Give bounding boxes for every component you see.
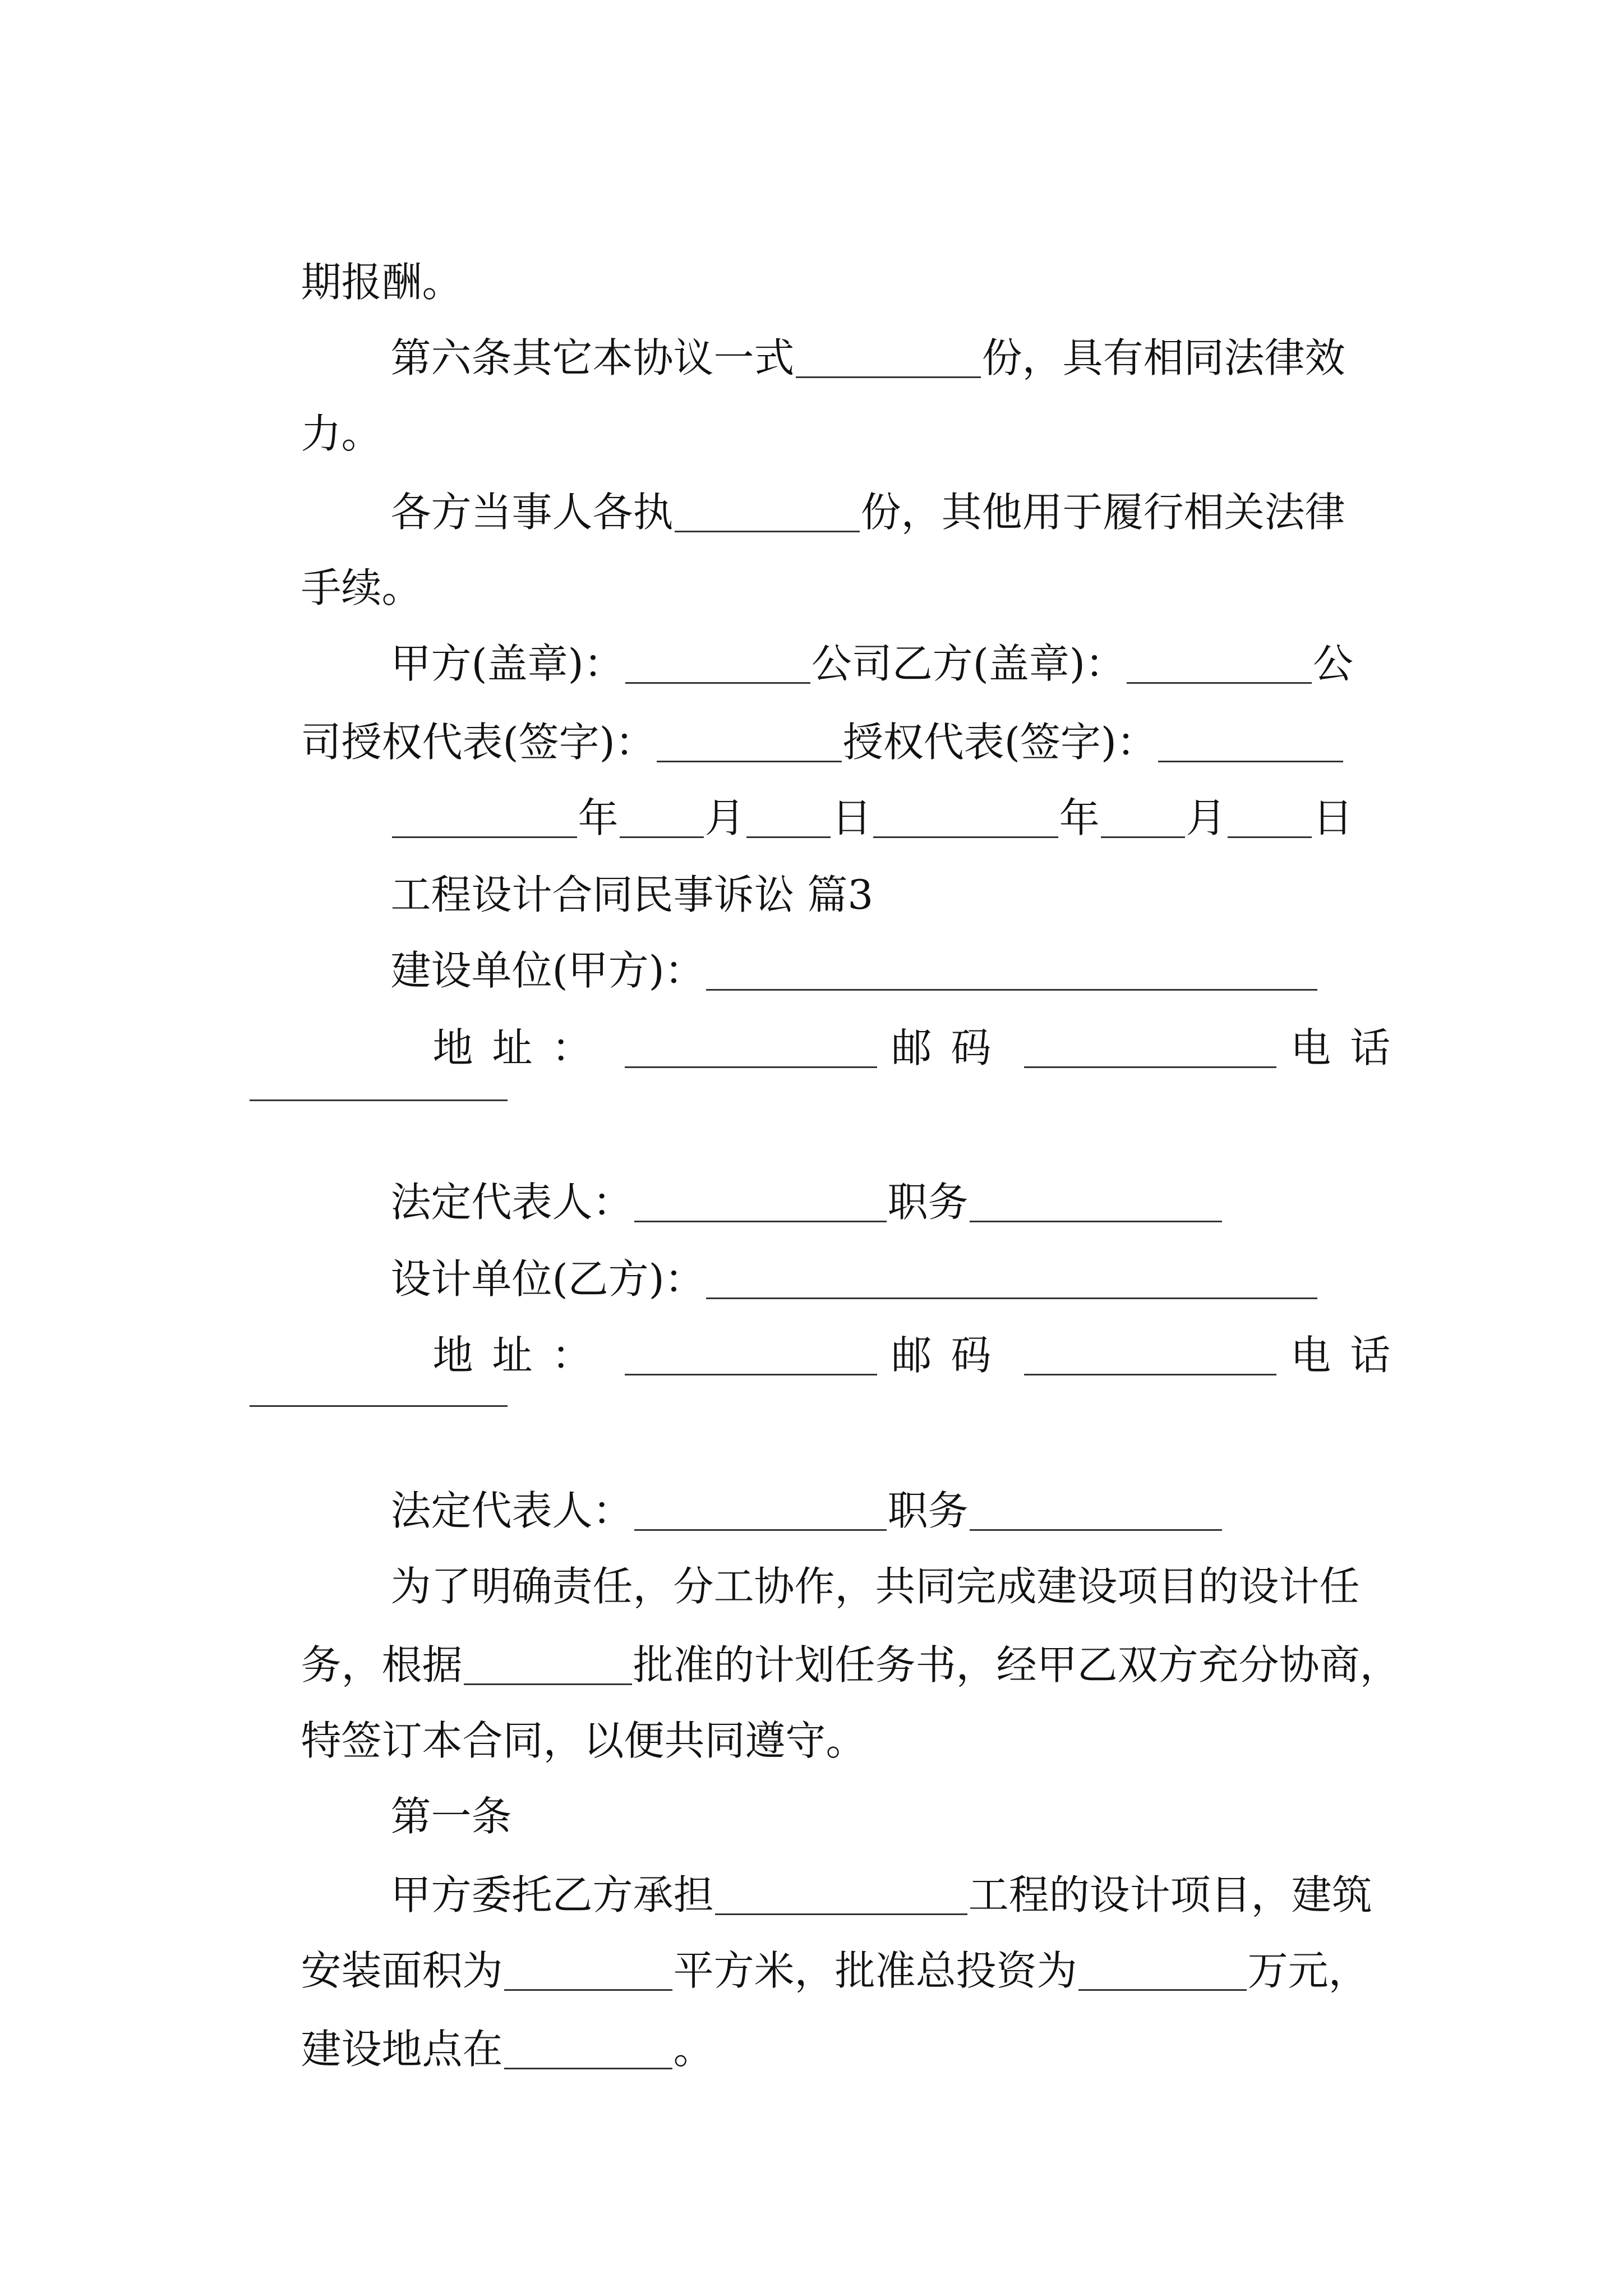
- month-blank[interactable]: [1101, 802, 1185, 838]
- text: 手续。: [301, 564, 422, 611]
- text-line: [250, 222, 463, 306]
- address-label: 地址：: [432, 1024, 611, 1071]
- text-line: [250, 1604, 1400, 1688]
- day-label: 日: [1312, 794, 1353, 841]
- text: 工程的设计项目，建筑: [968, 1871, 1372, 1918]
- text: 公: [1312, 640, 1353, 687]
- phone-blank[interactable]: [250, 1405, 508, 1407]
- text: 期报酬。: [301, 259, 463, 306]
- phone-blank[interactable]: [250, 1099, 508, 1101]
- text-line: [250, 1910, 1369, 1994]
- legal-rep-label: 法定代表人：: [390, 1487, 633, 1534]
- day-blank[interactable]: [1228, 802, 1312, 838]
- text-line: [250, 373, 382, 457]
- address-line: [381, 987, 1410, 1071]
- month-blank[interactable]: [620, 802, 704, 838]
- month-label: 月: [1186, 794, 1227, 841]
- text-line: [339, 297, 1345, 381]
- text-line: [250, 1680, 866, 1764]
- postcode-blank[interactable]: [1024, 1339, 1276, 1375]
- party-a-blank[interactable]: [706, 954, 1317, 991]
- text: 公司乙方(盖章)：: [811, 640, 1126, 687]
- position-blank[interactable]: [970, 1186, 1222, 1222]
- day-label: 日: [831, 794, 872, 841]
- text-line: [339, 1526, 1360, 1610]
- text-line: [339, 1142, 1223, 1226]
- text: 力。: [301, 410, 382, 457]
- text: 司授权代表(签字)：: [301, 719, 656, 766]
- fill-blank[interactable]: [1127, 647, 1312, 684]
- text: 甲方委托乙方承担: [390, 1871, 714, 1918]
- party-b-blank[interactable]: [706, 1263, 1317, 1299]
- text: 建设地点在: [301, 2026, 503, 2073]
- text: 安装面积为: [301, 1947, 503, 1994]
- heading-text: 工程设计合同民事诉讼 篇3: [390, 871, 874, 918]
- fill-blank[interactable]: [796, 342, 981, 378]
- text-line: [250, 1989, 714, 2073]
- phone-label: 电话: [1290, 1024, 1410, 1071]
- text-line: [339, 1834, 1372, 1918]
- year-label: 年: [578, 794, 619, 841]
- text: 务，根据: [301, 1641, 463, 1688]
- text-line: [339, 603, 1353, 687]
- text: 。: [673, 2026, 714, 2073]
- phone-label: 电话: [1290, 1332, 1410, 1379]
- text: 万元，: [1247, 1947, 1369, 1994]
- position-label: 职务: [887, 1487, 969, 1534]
- text-line: [250, 682, 1344, 766]
- text: 授权代表(签字)：: [842, 719, 1157, 766]
- postcode-blank[interactable]: [1024, 1032, 1276, 1068]
- year-blank[interactable]: [392, 802, 577, 838]
- party-b-label: 设计单位(乙方)：: [390, 1255, 705, 1303]
- text-line: [339, 1218, 1318, 1303]
- year-label: 年: [1059, 794, 1100, 841]
- party-a-label: 建设单位(甲方)：: [390, 947, 705, 994]
- legal-rep-label: 法定代表人：: [390, 1179, 633, 1226]
- postcode-label: 邮码: [891, 1332, 1011, 1379]
- text: 特签订本合同，以便共同遵守。: [301, 1717, 866, 1764]
- year-blank[interactable]: [873, 802, 1058, 838]
- day-blank[interactable]: [746, 802, 831, 838]
- text: 甲方(盖章)：: [390, 640, 624, 687]
- text: 份，其他用于履行相关法律: [860, 489, 1345, 536]
- address-label: 地址：: [432, 1332, 611, 1379]
- text: 份，具有相同法律效: [981, 334, 1345, 381]
- address-blank[interactable]: [625, 1032, 877, 1068]
- address-line: [381, 1295, 1410, 1379]
- article-heading: [339, 1756, 512, 1840]
- text: 第一条: [390, 1793, 512, 1840]
- text-line: [339, 1450, 1223, 1534]
- text: 第六条其它本协议一式: [390, 334, 795, 381]
- text: 批准的计划任务书，经甲乙双方充分协商，: [633, 1641, 1400, 1688]
- position-label: 职务: [887, 1179, 969, 1226]
- area-blank[interactable]: [504, 1954, 672, 1991]
- section-heading: [339, 834, 874, 918]
- postcode-label: 邮码: [891, 1024, 1011, 1071]
- investment-blank[interactable]: [1078, 1954, 1247, 1991]
- text-line: [250, 527, 422, 611]
- month-label: 月: [704, 794, 745, 841]
- text-line: [339, 910, 1318, 994]
- location-blank[interactable]: [504, 2033, 672, 2069]
- text: 平方米，批准总投资为: [673, 1947, 1077, 1994]
- date-line: [339, 757, 1353, 841]
- address-blank[interactable]: [625, 1339, 877, 1375]
- fill-blank[interactable]: [675, 496, 860, 532]
- legal-rep-blank[interactable]: [634, 1186, 887, 1222]
- text: 各方当事人各执: [390, 489, 674, 536]
- text: 为了明确责任，分工协作，共同完成建设项目的设计任: [390, 1563, 1360, 1610]
- text-line: [339, 452, 1345, 536]
- fill-blank[interactable]: [625, 647, 810, 684]
